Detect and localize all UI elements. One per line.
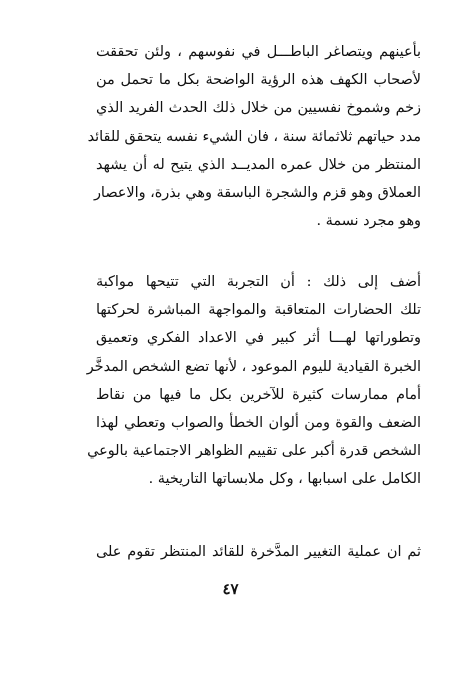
text-line: مدد حياتهم ثلاثمائة سنة ، فان الشيء نفسه يتحقق للقائد xyxy=(87,128,421,145)
text-line: المنتظر من خلال عمره المديــد الذي يتيح له أن يشهد xyxy=(96,156,421,173)
text-line: الضعف والقوة ومن ألوان الخطأ والصواب وتعطي لهذا xyxy=(96,414,421,431)
page-number: ٤٧ xyxy=(222,580,239,598)
text-line: أمام ممارسات كثيرة للآخرين بكل ما فيها من نقاط xyxy=(96,386,421,403)
text-line: الخبرة القيادية لليوم الموعود ، لأنها تضع الشخص المدخَّر xyxy=(86,358,421,375)
text-line: لأصحاب الكهف هذه الرؤية الواضحة بكل ما تحمل من xyxy=(96,72,421,89)
text-line: وتطوراتها لهـــا أثر كبير في الاعداد الفكري وتعميق xyxy=(96,330,421,347)
paragraph-3 xyxy=(96,538,421,566)
paragraph-1 xyxy=(87,38,421,235)
text-line: الشخص قدرة أكبر على تقييم الظواهر الاجتماعية بالوعي xyxy=(87,443,421,460)
text-line: الكامل على اسبابها ، وكل ملابساتها التاريخية . xyxy=(148,471,421,488)
paragraph-2 xyxy=(86,268,421,494)
text-line: وهو مجرد نسمة . xyxy=(316,213,421,230)
text-line: العملاق وهو قزم والشجرة الباسقة وهي بذرة، والاعصار xyxy=(93,184,421,201)
text-line: أضف إلى ذلك : أن التجربة التي تتيحها مواكبة xyxy=(96,274,421,290)
text-line: تلك الحضارات المتعاقبة والمواجهة المباشرة لحركتها xyxy=(96,302,421,319)
text-line: زخم وشموخ نفسيين من خلال ذلك الحدث الفريد الذي xyxy=(96,100,421,117)
text-line: بأعينهم ويتصاغر الباطـــل في نفوسهم ، ولئن تحققت xyxy=(96,44,421,60)
text-line: ثم ان عملية التغيير المدَّخرة للقائد المنتظر تقوم على xyxy=(96,544,421,560)
